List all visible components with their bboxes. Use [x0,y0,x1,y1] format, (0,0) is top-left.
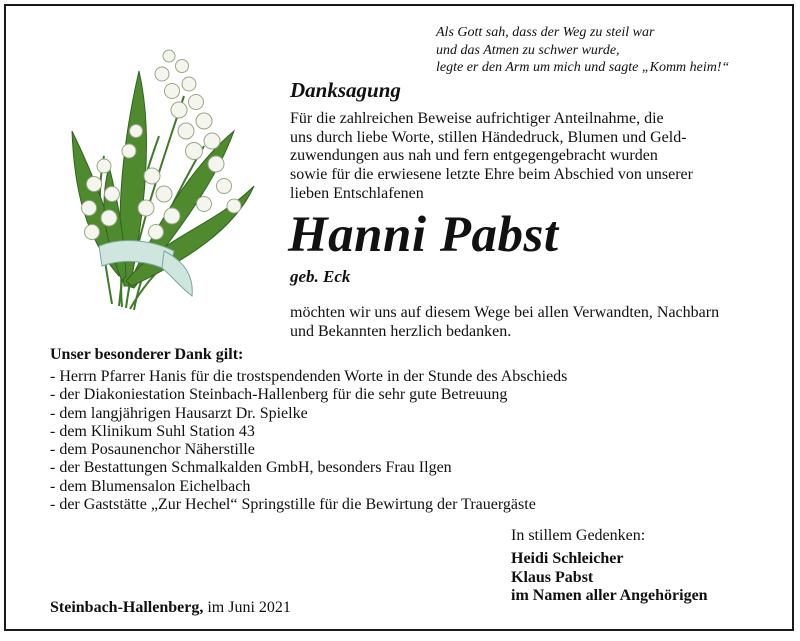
list-item: - Herrn Pfarrer Hanis für die trostspendenden Worte in der Stunde des Abschieds [50,368,568,385]
signers [511,550,708,606]
intro-line: Für die zahlreichen Beweise aufrichtiger Anteilnahme, die [290,110,664,127]
page-title: Danksagung [290,78,401,102]
signer-name: im Namen aller Angehörigen [511,587,708,605]
list-item: - dem Posaunenchor Näherstille [50,441,255,459]
intro-line: lieben Entschlafenen [290,184,424,202]
signer-name: Heidi Schleicher [511,550,624,567]
obituary-card [4,4,794,631]
signer-name: Klaus Pabst [511,568,594,586]
special-thanks-list [50,368,567,514]
closing-line: möchten wir uns auf diesem Wege bei allen Verwandten, Nachbarn [290,304,720,321]
special-thanks-heading: Unser besonderer Dank gilt: [50,346,244,363]
lily-of-the-valley-icon [64,36,264,321]
list-item: - dem Klinikum Suhl Station 43 [50,422,255,440]
list-item: - der Bestattungen Schmalkalden GmbH, besonders Frau Ilgen [50,459,452,477]
deceased-name: Hanni Pabst [288,207,559,263]
list-item: - dem langjährigen Hausarzt Dr. Spielke [50,404,308,422]
remembrance-label: In stillem Gedenken: [511,527,646,544]
place-date [50,599,291,617]
list-item: - dem Blumensalon Eichelbach [50,477,251,495]
intro-line: uns durch liebe Worte, stillen Händedruck, Blumen und Geld- [290,128,687,146]
closing-paragraph [290,304,770,341]
intro-line: zuwendungen aus nah und fern entgegengebracht wurden [290,147,658,165]
quote [436,24,729,77]
date: im Juni 2021 [207,599,291,616]
quote-line: und das Atmen zu schwer wurde, [436,42,620,58]
place: Steinbach-Hallenberg, [50,599,204,616]
list-item: - der Gaststätte „Zur Hechel“ Springstille für die Bewirtung der Trauergäste [50,496,536,514]
intro-line: sowie für die erwiesene letzte Ehre beim Abschied von unserer [290,166,693,184]
closing-line: und Bekannten herzlich bedanken. [290,322,512,340]
list-item: - der Diakoniestation Steinbach-Hallenberg für die sehr gute Betreuung [50,386,508,404]
quote-line: legte er den Arm um mich und sagte „Komm heim!“ [436,60,730,75]
intro-paragraph [290,110,760,204]
birth-name: geb. Eck [290,267,351,286]
quote-line: Als Gott sah, dass der Weg zu steil war [436,25,655,40]
